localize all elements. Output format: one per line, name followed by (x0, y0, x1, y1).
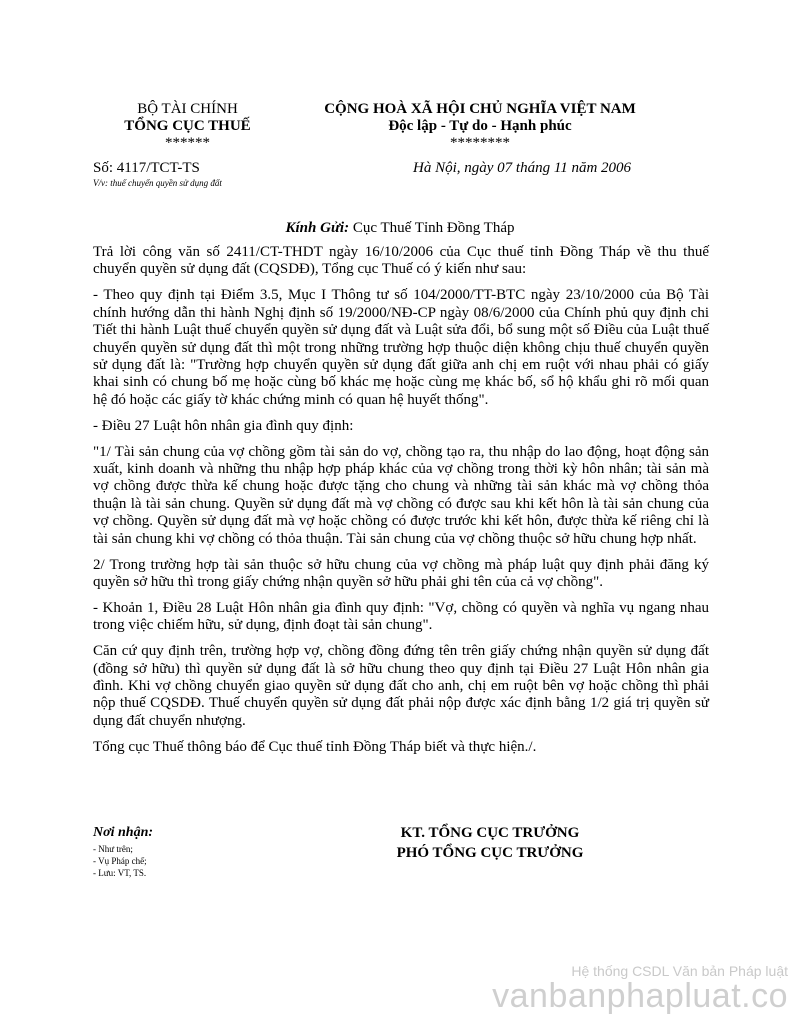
receivers-block (93, 825, 293, 879)
signature-line-2: PHÓ TỔNG CỤC TRƯỞNG (396, 845, 584, 861)
paragraph: 2/ Trong trường hợp tài sản thuộc sở hữu chung của vợ chồng mà pháp luật quy định phải đăng ký quyền sở hữu thì trong giấy chứng nhận quyền sở hữu phải ghi tên của cả vợ chồng". (93, 556, 709, 590)
paragraph: "1/ Tài sản chung của vợ chồng gồm tài sản do vợ, chồng tạo ra, thu nhập do lao động, hoạt động sản xuất, kinh doanh và những thu nhập hợp pháp khác của vợ chồng trong thời kỳ hôn nhân; tài sản mà vợ chồng được thừa kế chung hoặc được tặng cho chung và những tài sản khác mà vợ chồng thỏa thuận là tài sản chung. Quyền sử dụng đất mà vợ chồng có được sau khi kết hôn là tài sản chung của vợ chồng. Quyền sử dụng đất mà vợ hoặc chồng có được trước khi kết hôn, được thừa kế riêng chỉ là tài sản chung khi vợ chồng có thỏa thuận. Tài sản chung của vợ chồng thuộc sở hữu chung hợp nhất. (93, 443, 709, 547)
department-name: TỔNG CỤC THUẾ (124, 118, 251, 134)
recipient-line (0, 220, 800, 237)
motto: Độc lập - Tự do - Hạnh phúc (388, 118, 572, 134)
paragraph: - Khoản 1, Điều 28 Luật Hôn nhân gia đình quy định: "Vợ, chồng có quyền và nghĩa vụ ngang nhau trong việc chiếm hữu, sử dụng, định đoạt tài sản chung". (93, 599, 709, 634)
ministry-name: BỘ TÀI CHÍNH (137, 101, 238, 117)
recipient-label: Kính Gửi: (285, 220, 350, 236)
receiver-item: - Vụ Pháp chế; (93, 856, 147, 866)
paragraph: Trả lời công văn số 2411/CT-THDT ngày 16/10/2006 của Cục thuế tỉnh Đồng Tháp về thu thuế chuyển quyền sử dụng đất (CQSDĐ), Tổng cục Thuế có ý kiến như sau: (93, 244, 709, 278)
receiver-item: - Như trên; (93, 844, 133, 854)
receiver-item: - Lưu: VT, TS. (93, 868, 147, 878)
paragraph: Căn cứ quy định trên, trường hợp vợ, chồng đồng đứng tên trên giấy chứng nhận quyền sử dụng đất (đồng sở hữu) thì quyền sử dụng đất là sở hữu chung theo quy định tại Điều 27 Luật Hôn nhân gia đình. Khi vợ chồng chuyển giao quyền sử dụng đất cho anh, chị em ruột bên vợ hoặc chồng thì phải nộp thuế CQSDĐ. Thuế chuyển quyền sử dụng đất phải nộp được xác định bằng 1/2 giá trị quyền sử dụng đất chuyển nhượng. (93, 643, 709, 729)
document-number: Số: 4117/TCT-TS (93, 160, 200, 176)
recipient-name: Cục Thuế Tỉnh Đồng Tháp (349, 220, 515, 236)
signature-line-1: KT. TỔNG CỤC TRƯỞNG (400, 825, 580, 841)
signature-block (310, 823, 670, 863)
national-motto-block (300, 101, 660, 152)
document-subject: V/v: thuế chuyển quyền sử dụng đất (93, 178, 222, 188)
paragraph: - Theo quy định tại Điểm 3.5, Mục I Thông tư số 104/2000/TT-BTC ngày 23/10/2000 của Bộ Tài chính hướng dẫn thi hành Nghị định số 19/2000/NĐ-CP ngày 08/6/2000 của Chính phủ quy định chi Tiết thi hành Luật thuế chuyển quyền sử dụng đất và Luật sửa đổi, bổ sung một số Điều của Luật thuế chuyển quyền sử dụng đất thì một trong những trường hợp thuộc diện không chịu thuế chuyển quyền sử dụng đất là: "Trường hợp chuyển quyền sử dụng đất giữa anh chị em ruột với nhau phải có giấy khai sinh có chung bố mẹ hoặc cùng bố khác mẹ hoặc cùng mẹ khác bố, sổ hộ khẩu ghi rõ mối quan hệ đó hoặc các giấy tờ khác chứng minh có quan hệ huyết thống". (93, 287, 709, 408)
watermark-url: vanbanphapluat.co (492, 977, 788, 1015)
paragraph: Tổng cục Thuế thông báo để Cục thuế tỉnh Đồng Tháp biết và thực hiện./. (93, 738, 537, 755)
left-stars: ****** (165, 135, 210, 151)
right-stars: ******** (450, 135, 510, 151)
issuing-agency-block (90, 101, 285, 152)
document-date: Hà Nội, ngày 07 tháng 11 năm 2006 (413, 160, 632, 176)
document-body (93, 244, 709, 765)
watermark-line-1: Hệ thống CSDL Văn bản Pháp luật (571, 963, 788, 979)
country-name: CỘNG HOÀ XÃ HỘI CHỦ NGHĨA VIỆT NAM (324, 101, 636, 117)
paragraph: - Điều 27 Luật hôn nhân gia đình quy định: (93, 417, 354, 434)
receivers-title: Nơi nhận: (93, 825, 154, 840)
